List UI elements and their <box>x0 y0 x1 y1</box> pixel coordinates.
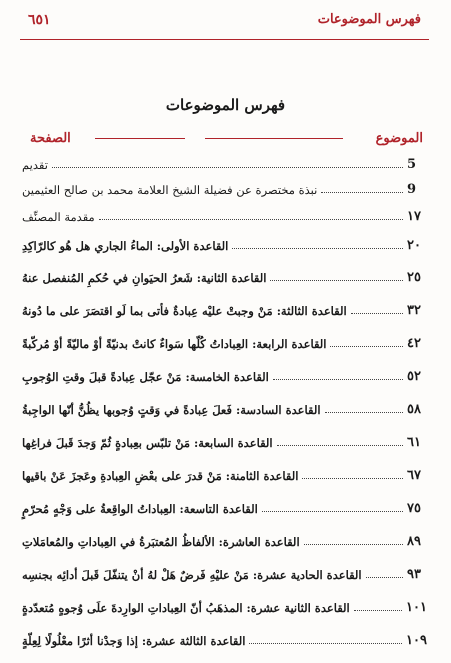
index-entry <box>22 298 427 318</box>
entry-title: القاعدة الأولى: الماءُ الجاري هل هُو كالرّاكِدِ <box>22 239 229 253</box>
dotted-leader <box>273 379 403 380</box>
entry-page-number: ٧٥ <box>407 501 421 516</box>
entry-page-number: ١٠٩ <box>406 633 427 648</box>
entry-title: القاعدة الثالثة عشرة: إذا وَجدْنا أثرًا معْلُولًا لِعِلّةٍ <box>22 634 246 648</box>
entry-title: القاعدة العاشرة: الألفاظُ المُعتبَرةُ في العِباداتِ والمُعامَلاتِ <box>22 535 300 549</box>
entry-title: القاعدة التاسعة: العِباداتُ الواقِعةُ على وَجْهٍ مُحرّمٍ <box>22 502 258 516</box>
index-entry <box>22 204 427 224</box>
index-title: فهرس الموضوعات <box>165 96 286 114</box>
entry-page-number: ٦٧ <box>407 468 421 483</box>
index-entry <box>22 496 427 516</box>
entry-page-number: ١٧ <box>407 209 421 224</box>
index-entry <box>22 331 427 351</box>
entry-page-number: ٣٢ <box>407 303 421 318</box>
running-header-page-number: ٦٥١ <box>28 12 51 28</box>
entry-page-number: ٥٢ <box>407 369 421 384</box>
entry-title: القاعدة السابعة: مَنْ تلبّس بعِبادةٍ ثُمّ وَجدَ قَبلَ فراغِها <box>22 436 273 450</box>
entry-title: القاعدة الرابعة: العِباداتُ كُلّها سَواءٌ كانتْ بدنيّةً أوْ ماليّةً أوْ مُركّبةً <box>22 337 327 351</box>
index-entry <box>22 628 427 648</box>
index-entry <box>22 562 427 582</box>
dotted-leader <box>304 544 403 545</box>
column-header-topic: الموضوع <box>375 131 423 146</box>
dotted-leader <box>351 313 403 314</box>
entry-title: القاعدة السادسة: فَعلَ عِبادةً في وَقتٍ وُجوبها يظُنُّ أنّها الواجِبةُ <box>22 403 321 417</box>
entry-title: القاعدة الخامسة: مَنْ عجّل عِبادةً قبلَ وقتِ الوُجوبِ <box>22 370 269 384</box>
index-entry <box>22 463 427 483</box>
dotted-leader <box>321 192 403 193</box>
entry-title: مقدمة المصنِّف <box>22 210 95 224</box>
entry-title: نبذة مختصرة عن فضيلة الشيخ العلامة محمد بن صالح العثيمين <box>22 183 318 197</box>
entry-page-number: ١٠١ <box>406 600 427 615</box>
entry-page-number: ٦١ <box>407 435 421 450</box>
dotted-leader <box>262 511 403 512</box>
entry-page-number: 9 <box>407 182 417 197</box>
dotted-leader <box>99 219 403 220</box>
dotted-leader <box>354 610 402 611</box>
entry-title: القاعدة الحادية عشرة: مَنْ عليْهِ فَرضٌ هَلْ لهُ أنْ يتنفّلَ قَبلَ أدائِه بجنسِه <box>22 568 362 582</box>
index-entry <box>22 529 427 549</box>
entry-title: القاعدة الثامنة: مَنْ قدرَ على بعْضِ العِبادةِ وعَجزَ عَنْ باقيها <box>22 469 299 483</box>
index-entry <box>22 430 427 450</box>
entry-page-number: ٢٠ <box>407 238 421 253</box>
index-entry <box>22 152 427 172</box>
dotted-leader <box>330 346 403 347</box>
entry-page-number: ٥٨ <box>407 402 421 417</box>
entry-title: تقديم <box>22 158 48 172</box>
index-entry <box>22 177 427 197</box>
entry-title: القاعدة الثانية عشرة: المذهَبُ أنّ العِباداتِ الوارِدةَ علَى وُجوهٍ مُتعدّدةٍ <box>22 601 350 615</box>
index-entry <box>22 397 427 417</box>
index-entry <box>22 595 427 615</box>
running-header-title: فهرس الموضوعات <box>317 12 421 27</box>
index-entry <box>22 233 427 253</box>
dotted-leader <box>302 478 403 479</box>
dotted-leader <box>232 248 403 249</box>
column-header-page: الصفحة <box>30 131 71 146</box>
dotted-leader <box>270 280 403 281</box>
entry-page-number: ٩٣ <box>407 567 421 582</box>
entry-page-number: ٤٢ <box>407 336 421 351</box>
entry-title: القاعدة الثالثة: مَنْ وجبتْ عليْه عِبادةٌ فأتى بما لَو اقتصَرَ على ما دُونهُ <box>22 304 347 318</box>
dotted-leader <box>366 577 403 578</box>
dotted-leader <box>277 445 403 446</box>
dotted-leader <box>249 643 402 644</box>
dotted-leader <box>52 167 403 168</box>
entry-page-number: ٢٥ <box>407 270 421 285</box>
dotted-leader <box>325 412 403 413</box>
entry-title: القاعدة الثانية: شَعرُ الحيَوانِ في حُكمِ المُنفصل عنهُ <box>22 271 267 285</box>
index-entry <box>22 364 427 384</box>
entry-page-number: 5 <box>407 157 417 172</box>
entry-page-number: ٨٩ <box>407 534 421 549</box>
index-entry <box>22 265 427 285</box>
